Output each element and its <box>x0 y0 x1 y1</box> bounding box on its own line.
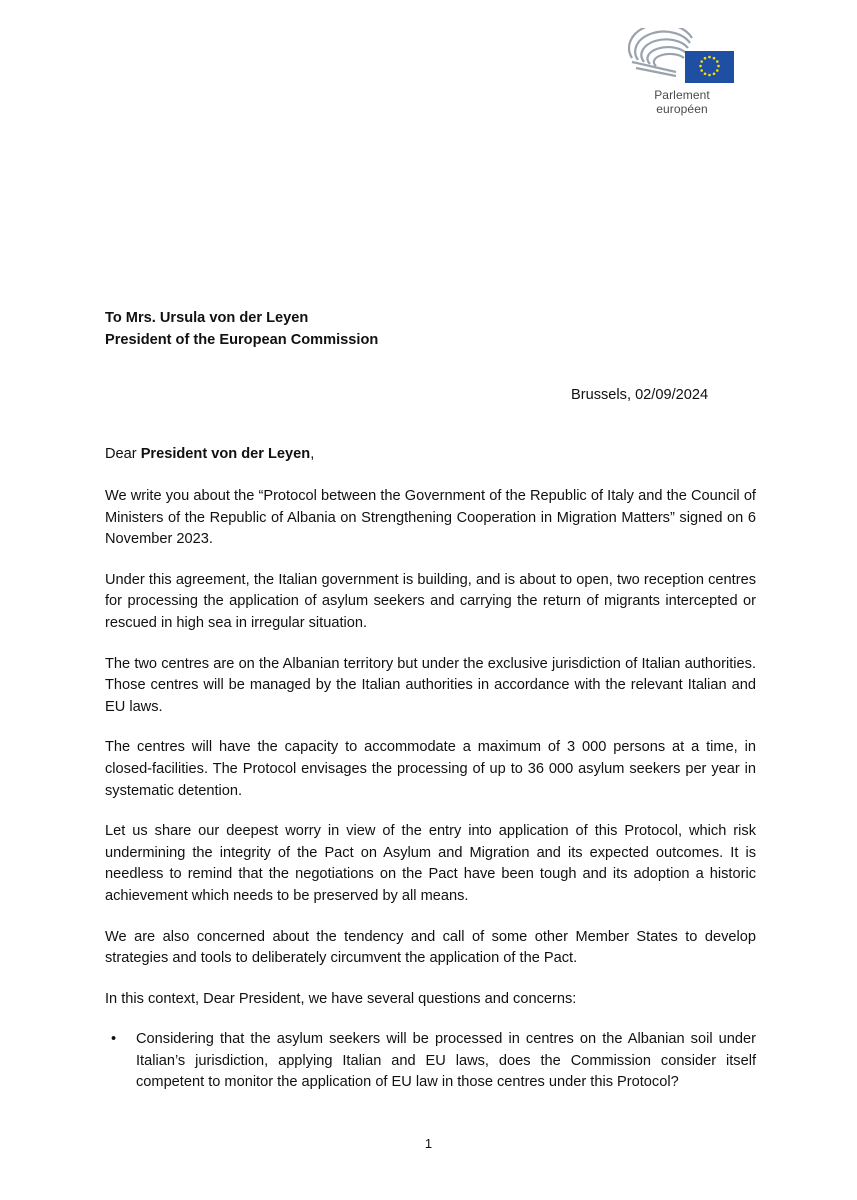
paragraph: The centres will have the capacity to accommodate a maximum of 3 000 persons at a time, in closed-facilities. The Protocol envisages the processing of up to 36 000 asylum seekers per year in systematic detention. <box>105 739 756 799</box>
paragraph: In this context, Dear President, we have several questions and concerns: <box>105 990 577 1007</box>
paragraph: We write you about the “Protocol between the Government of the Republic of Italy and the Council of Ministers of the Republic of Albania on Strengthening Cooperation in Migration Matters” signed on 6 November 2023. <box>105 488 756 548</box>
paragraph: The two centres are on the Albanian territory but under the exclusive jurisdiction of Italian authorities. Those centres will be managed by the Italian authorities in accordance with the relevant Italian and EU laws. <box>105 655 756 715</box>
salutation-prefix: Dear <box>105 446 141 462</box>
paragraph: Under this agreement, the Italian government is building, and is about to open, two reception centres for processing the application of asylum seekers and carrying the return of migrants intercepted or rescued in high sea in irregular situation. <box>105 571 756 631</box>
paragraph: We are also concerned about the tendency and call of some other Member States to develop strategies and tools to deliberately circumvent the application of the Pact. <box>105 928 756 967</box>
addressee-name: To Mrs. Ursula von der Leyen <box>105 310 309 326</box>
addressee-block <box>105 308 756 351</box>
salutation-name: President von der Leyen <box>140 446 311 462</box>
european-parliament-logo <box>628 28 738 116</box>
bullet-icon: • <box>111 1031 117 1048</box>
list-item <box>105 1029 756 1094</box>
salutation-suffix: , <box>310 446 315 462</box>
paragraph: Let us share our deepest worry in view of the entry into application of this Protocol, which risk undermining the integrity of the Pact on Asylum and Migration and its expected outcomes. It is needless to remind that the negotiations on the Pact have been tough and its adoption a historic achievement which needs to be preserved by all means. <box>105 823 756 904</box>
list-item-text: Considering that the asylum seekers will be processed in centres on the Albanian soil under Italian’s jurisdiction, applying Italian and EU laws, does the Commission consider itself competent to monitor the application of EU law in those centres under this Protocol? <box>136 1031 756 1091</box>
letter-body <box>105 486 756 1094</box>
logo-text: Parlement européen <box>654 88 710 116</box>
parliament-hemicycle-icon <box>628 28 736 84</box>
letter-date: Brussels, 02/09/2024 <box>571 387 709 403</box>
salutation <box>105 446 314 462</box>
question-list <box>105 1029 756 1094</box>
page-number: 1 <box>424 1136 433 1151</box>
addressee-title: President of the European Commission <box>105 331 379 348</box>
